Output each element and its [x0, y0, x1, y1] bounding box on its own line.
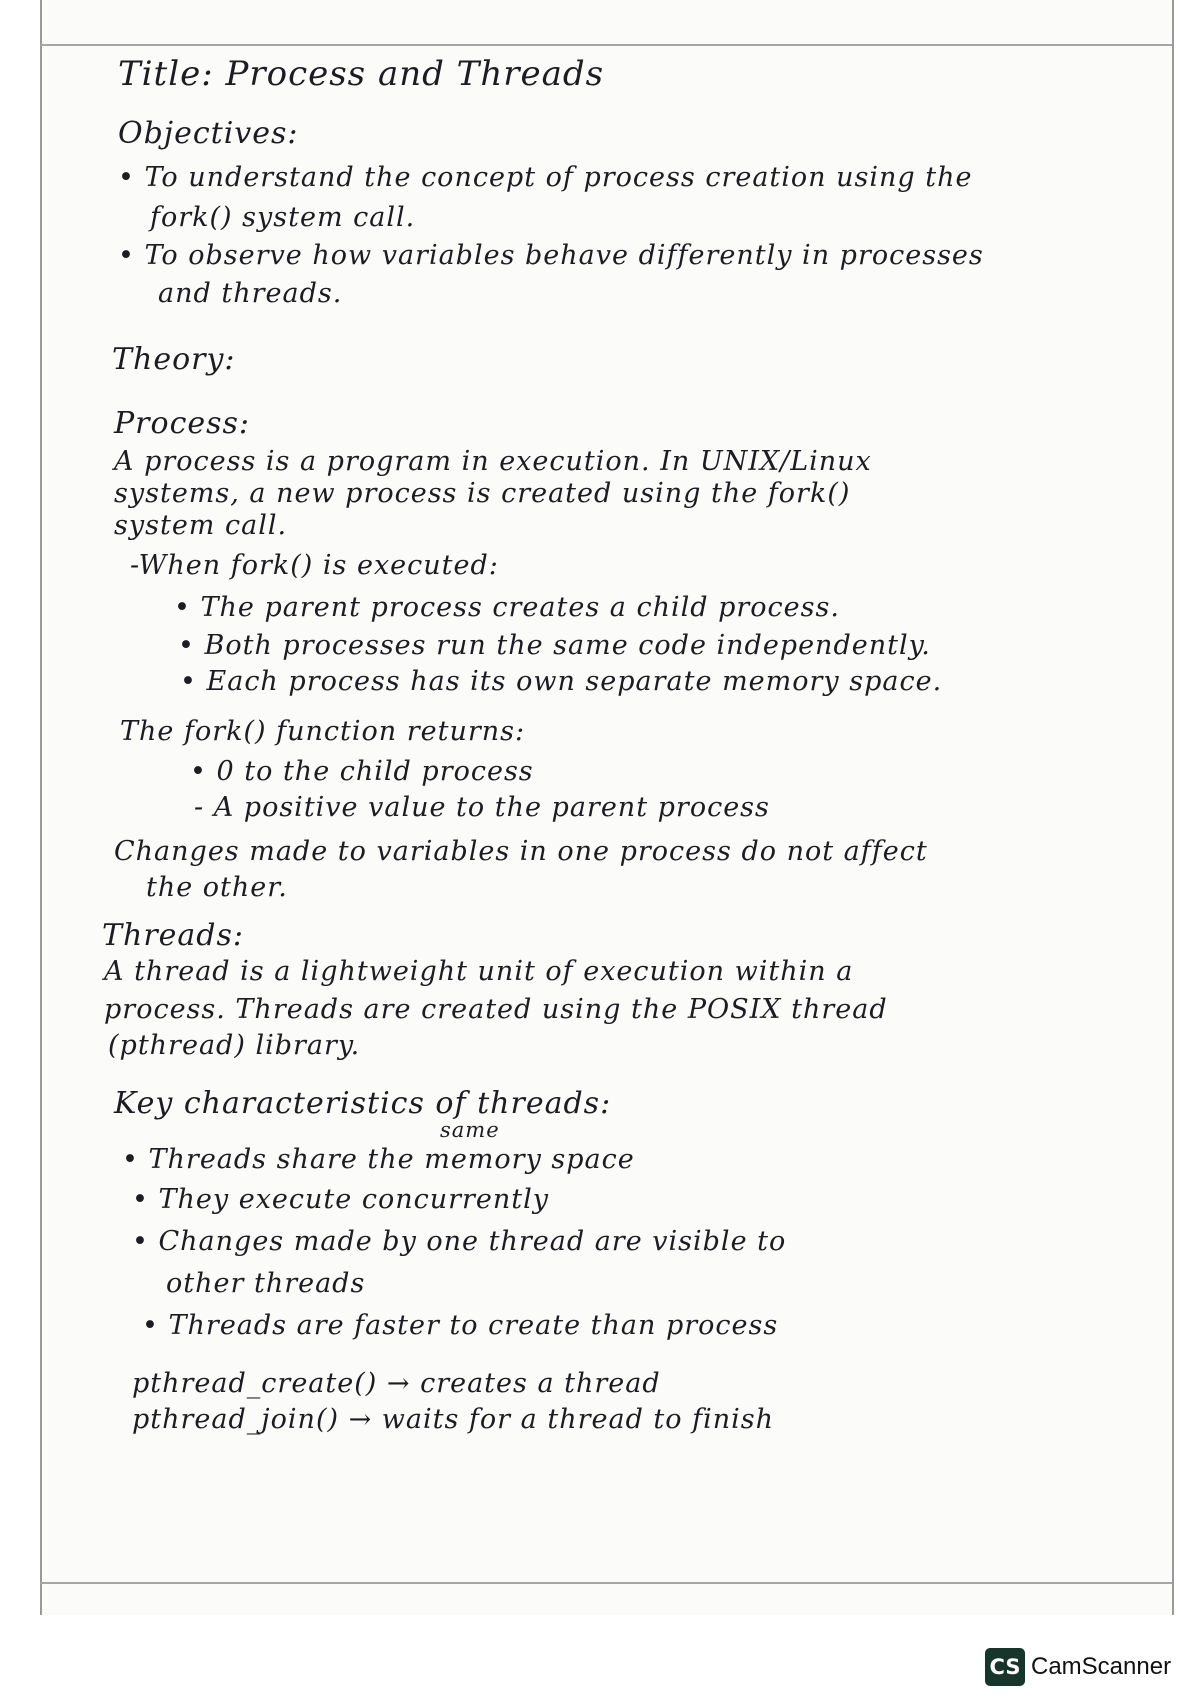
objectives-heading: Objectives:	[118, 116, 299, 151]
function-line: pthread_join() → waits for a thread to finish	[132, 1404, 775, 1435]
threads-heading: Threads:	[102, 918, 245, 953]
fork-point: • Both processes run the same code independently.	[178, 630, 931, 661]
objective-line: fork() system call.	[150, 202, 416, 233]
process-text-line: system call.	[114, 510, 288, 541]
fork-point: • Each process has its own separate memory space.	[180, 666, 943, 697]
key-characteristics-heading: Key characteristics of threads:	[114, 1086, 612, 1121]
objective-line: • To observe how variables behave differently in processes	[118, 240, 984, 271]
key-point: • Threads are faster to create than process	[142, 1310, 779, 1341]
threads-text-line: process. Threads are created using the POSIX thread	[104, 994, 888, 1025]
changes-text-line: Changes made to variables in one process do not affect	[114, 836, 928, 867]
camscanner-wordmark: CamScanner	[1031, 1653, 1172, 1680]
returns-intro: The fork() function returns:	[120, 716, 526, 747]
cs-logo-mark: CS	[985, 1648, 1025, 1686]
page-title: Title: Process and Threads	[118, 54, 605, 94]
key-point: • They execute concurrently	[132, 1184, 550, 1215]
returns-point: • 0 to the child process	[190, 756, 534, 787]
key-point: • Threads share the memory space	[122, 1144, 635, 1175]
objective-line: • To understand the concept of process creation using the	[118, 162, 973, 193]
fork-point: • The parent process creates a child process.	[174, 592, 840, 623]
fork-intro: -When fork() is executed:	[130, 550, 499, 581]
process-text-line: systems, a new process is created using the fork()	[114, 478, 851, 509]
bottom-margin-rule	[40, 1582, 1172, 1584]
inserted-word: same	[440, 1118, 500, 1142]
function-line: pthread_create() → creates a thread	[132, 1368, 661, 1399]
objective-line: and threads.	[158, 278, 343, 309]
changes-text-line: the other.	[146, 872, 288, 903]
key-point: • Changes made by one thread are visible to	[132, 1226, 787, 1257]
process-heading: Process:	[114, 406, 251, 441]
threads-text-line: A thread is a lightweight unit of execution within a	[104, 956, 854, 987]
camscanner-logo	[985, 1648, 1171, 1686]
threads-text-line: (pthread) library.	[108, 1030, 361, 1061]
top-margin-rule	[40, 44, 1172, 46]
process-text-line: A process is a program in execution. In UNIX/Linux	[114, 446, 872, 477]
theory-heading: Theory:	[112, 342, 236, 377]
key-point: other threads	[166, 1268, 366, 1299]
returns-point: - A positive value to the parent process	[194, 792, 770, 823]
